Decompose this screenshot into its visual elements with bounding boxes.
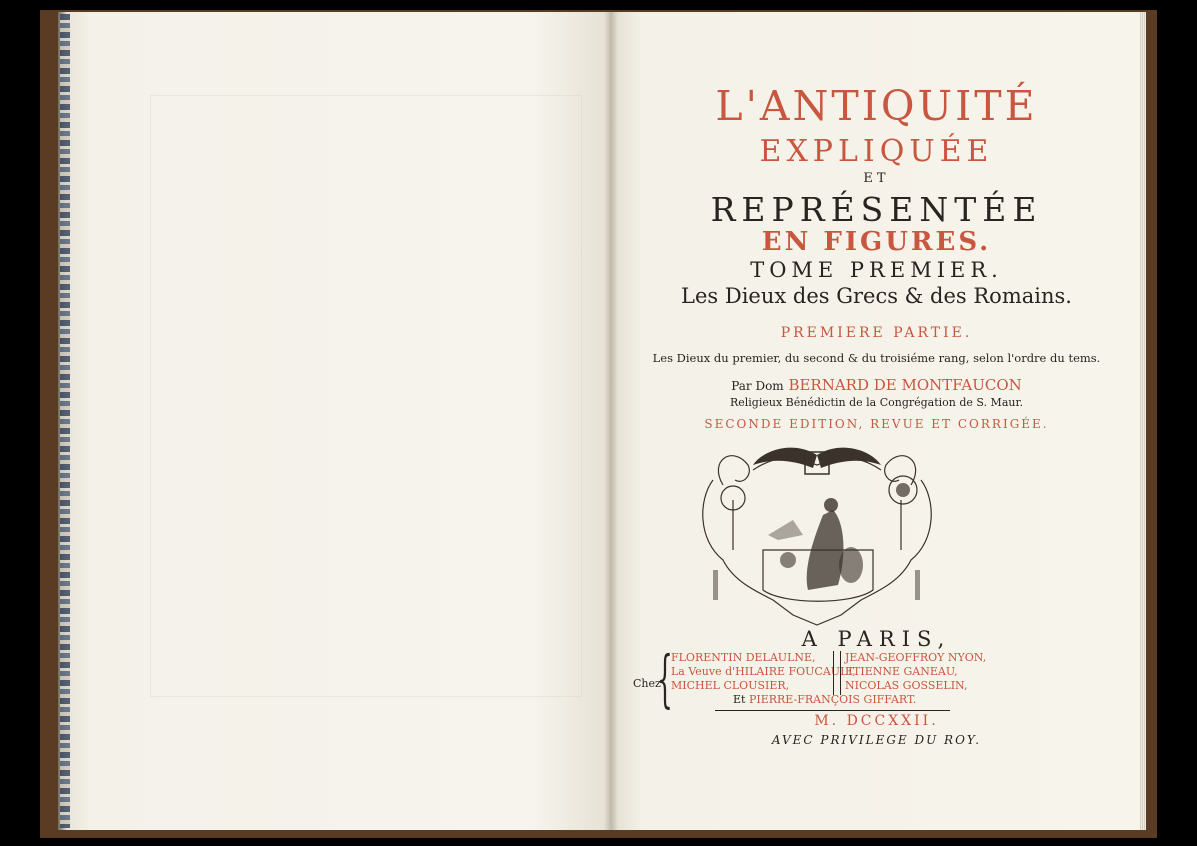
publisher-name: PIERRE-FRANÇOIS GIFFART. [748,693,917,706]
chez-label: Chez [633,677,661,690]
publisher-name: MICHEL CLOUSIER, [671,679,790,692]
imprint-rule [715,710,950,711]
edition-note: SECONDE EDITION, REVUE ET CORRIGÉE. [704,417,1049,431]
volume-subtitle: Les Dieux des Grecs & des Romains. [681,284,1072,308]
part-heading: PREMIERE PARTIE. [780,325,973,341]
imprint-year: M. DCCXXII. [814,713,939,729]
publisher-name: FLORENTIN DELAULNE, [671,651,816,664]
title-line-4: REPRÉSENTÉE [710,190,1043,229]
publisher-last-line [733,693,916,706]
brace-icon: { [657,642,673,715]
publishers-right [845,651,986,693]
part-description: Les Dieux du premier, du second & du troisiéme rang, selon l'ordre du tems. [652,351,1101,365]
marbled-endpaper [60,14,70,828]
column-divider [833,651,841,695]
imprint-city: A PARIS, [801,627,952,651]
publisher-name: ETIENNE GANEAU, [845,665,958,678]
engraved-vignette [693,440,941,630]
title-line-2: EXPLIQUÉE [759,134,994,169]
author-name: BERNARD DE MONTFAUCON [788,376,1022,394]
author-prefix: Par Dom [731,379,784,393]
publisher-name: La Veuve d'HILAIRE FOUCAULT, [671,665,856,678]
publisher-name: NICOLAS GOSSELIN, [845,679,968,692]
publishers-left [671,651,856,693]
publisher-last-prefix: Et [733,693,746,706]
volume-label: TOME PREMIER. [750,258,1003,282]
title-line-3: ET [863,171,890,186]
offset-shadow [150,95,582,697]
title-line-1: L'ANTIQUITÉ [715,82,1038,130]
publisher-name: JEAN-GEOFFROY NYON, [845,651,987,664]
author-line [610,376,1143,394]
privilege-line: AVEC PRIVILEGE DU ROY. [771,733,982,747]
author-description: Religieux Bénédictin de la Congrégation de S. Maur. [729,396,1024,409]
title-line-5: EN FIGURES. [761,227,992,257]
